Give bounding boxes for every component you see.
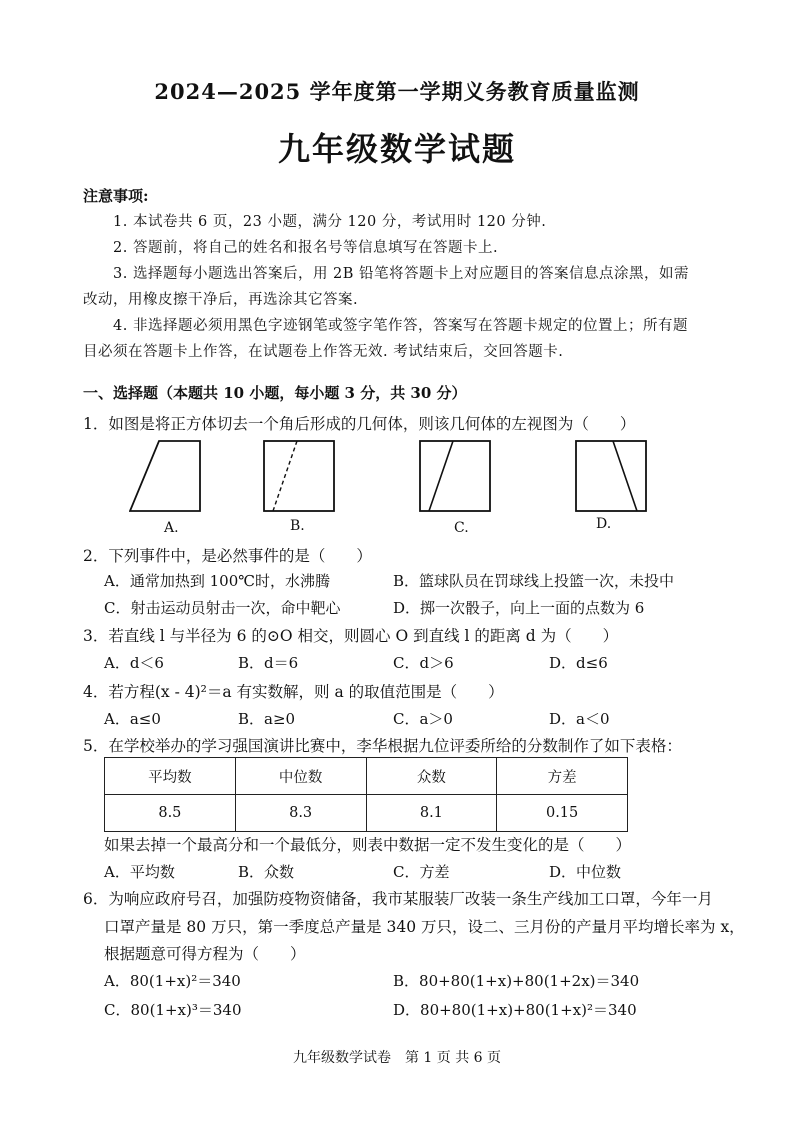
- question-1-stem: 1．如图是将正方体切去一个角后形成的几何体，则该几何体的左视图为（ ）: [83, 415, 636, 433]
- question-5-option-c: C．方差: [393, 863, 450, 881]
- page-footer: 九年级数学试卷 第 1 页 共 6 页: [292, 1050, 502, 1066]
- question-5-option-a: A．平均数: [104, 863, 175, 881]
- question-4-option-c: C．a＞0: [393, 710, 453, 728]
- exam-header: 2024—2025 学年度第一学期义务教育质量监测: [154, 79, 640, 104]
- notice-line: 4. 非选择题必须用黑色字迹钢笔或签字笔作答，答案写在答题卡规定的位置上；所有题: [113, 318, 688, 334]
- notice-line: 目必须在答题卡上作答，在试题卷上作答无效. 考试结束后，交回答题卡.: [83, 344, 564, 360]
- question-2-option-b: B．篮球队员在罚球线上投篮一次，未投中: [393, 572, 675, 590]
- question-5-followup: 如果去掉一个最高分和一个最低分，则表中数据一定不发生变化的是（ ）: [104, 836, 632, 854]
- question-2-option-d: D．掷一次骰子，向上一面的点数为 6: [393, 599, 645, 617]
- question-6-stem-line: 6．为响应政府号召，加强防疫物资储备，我市某服装厂改装一条生产线加工口罩，今年一月: [83, 890, 713, 908]
- notice-line: 3. 选择题每小题选出答案后，用 2B 铅笔将答题卡上对应题目的答案信息点涂黑，如需: [113, 266, 690, 282]
- question-6-option-d: D．80+80(1+x)+80(1+x)²＝340: [393, 1001, 637, 1019]
- figure-option-b: [263, 440, 335, 512]
- question-3-option-d: D．d≤6: [549, 654, 608, 672]
- table-header-row: [105, 758, 628, 795]
- table-cell: 8.1: [366, 795, 497, 832]
- table-header-cell: 众数: [366, 758, 497, 795]
- question-3-option-c: C．d＞6: [393, 654, 454, 672]
- table-cell: 8.3: [235, 795, 366, 832]
- notice-line: 1. 本试卷共 6 页，23 小题，满分 120 分，考试用时 120 分钟.: [113, 214, 547, 230]
- question-2-option-a: A．通常加热到 100℃时，水沸腾: [104, 572, 331, 590]
- question-4-option-a: A．a≤0: [104, 710, 161, 728]
- question-3-option-a: A．d＜6: [104, 654, 164, 672]
- question-6-option-b: B．80+80(1+x)+80(1+2x)＝340: [393, 972, 640, 990]
- figure-label-a: A.: [164, 520, 179, 536]
- table-cell: 8.5: [105, 795, 236, 832]
- exam-title: 九年级数学试题: [277, 130, 516, 168]
- question-5-option-b: B．众数: [238, 863, 295, 881]
- notice-line: 2. 答题前，将自己的姓名和报名号等信息填写在答题卡上.: [113, 240, 499, 256]
- question-3-option-b: B．d＝6: [238, 654, 299, 672]
- question-2-option-c: C．射击运动员射击一次，命中靶心: [104, 599, 341, 617]
- question-6-option-a: A．80(1+x)²＝340: [104, 972, 241, 990]
- table-header-cell: 方差: [497, 758, 628, 795]
- figure-label-b: B.: [290, 518, 305, 534]
- question-4-stem: 4．若方程(x - 4)²＝a 有实数解，则 a 的取值范围是（ ）: [83, 683, 504, 701]
- question-5-option-d: D．中位数: [549, 863, 622, 881]
- question-6-stem-line: 根据题意可得方程为（ ）: [104, 945, 306, 963]
- question-4-option-b: B．a≥0: [238, 710, 296, 728]
- question-6-stem-line: 口罩产量是 80 万只，第一季度总产量是 340 万只，设二、三月份的产量月平均增长率为 x，: [104, 918, 745, 936]
- notice-line: 改动，用橡皮擦干净后，再选涂其它答案.: [83, 292, 359, 308]
- question-5-stem: 5．在学校举办的学习强国演讲比赛中，李华根据九位评委所给的分数制作了如下表格：: [83, 737, 682, 755]
- table-cell: 0.15: [497, 795, 628, 832]
- table-row: [105, 795, 628, 832]
- table-header-cell: 平均数: [105, 758, 236, 795]
- figure-option-a: [129, 440, 201, 512]
- question-3-stem: 3．若直线 l 与半径为 6 的⊙O 相交，则圆心 O 到直线 l 的距离 d 为（ ）: [83, 627, 619, 645]
- question-6-option-c: C．80(1+x)³＝340: [104, 1001, 242, 1019]
- question-4-option-d: D．a＜0: [549, 710, 610, 728]
- table-header-cell: 中位数: [235, 758, 366, 795]
- figure-label-d: D.: [596, 516, 612, 532]
- figure-option-d: [575, 440, 647, 512]
- notice-title: 注意事项:: [83, 187, 149, 205]
- figure-label-c: C.: [454, 520, 469, 536]
- figure-option-c: [419, 440, 491, 512]
- question-2-stem: 2．下列事件中，是必然事件的是（ ）: [83, 547, 372, 565]
- section-title: 一、选择题（本题共 10 小题，每小题 3 分，共 30 分）: [83, 384, 467, 402]
- stats-table: [104, 757, 628, 832]
